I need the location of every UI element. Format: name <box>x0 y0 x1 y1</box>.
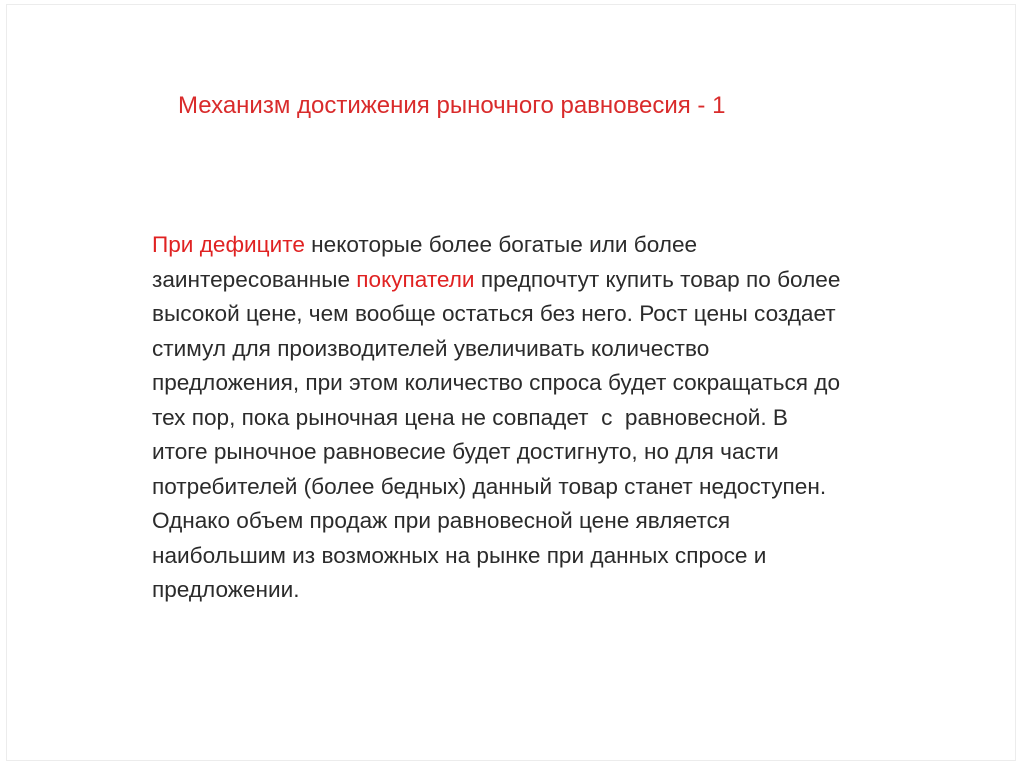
body-text-segment: предложения, при этом количество спроса будет сокращаться до <box>152 370 841 395</box>
body-line <box>152 297 952 332</box>
body-line <box>152 470 952 505</box>
body-line <box>152 539 952 574</box>
body-line <box>152 401 952 436</box>
body-line <box>152 504 952 539</box>
body-text-segment: итоге рыночное равновесие будет достигнуто, но для части <box>152 439 779 464</box>
body-text-segment: потребителей (более бедных) данный товар станет недоступен. <box>152 473 827 499</box>
body-text-segment: предложении. <box>152 577 300 602</box>
body-text-segment: стимул для производителей увеличивать количество <box>152 335 710 361</box>
body-line <box>152 263 952 298</box>
slide-title: Механизм достижения рыночного равновесия - 1 <box>178 92 726 119</box>
body-text-segment: Однако объем продаж при равновесной цене является <box>152 508 731 533</box>
body-text-segment: высокой цене, чем вообще остаться без него. Рост цены создает <box>152 301 836 326</box>
body-text-segment: некоторые более богатые или более <box>304 232 698 257</box>
highlighted-term: покупатели <box>356 266 475 292</box>
slide-body-text <box>152 228 952 608</box>
highlighted-term: При дефиците <box>152 232 305 257</box>
body-text-segment: заинтересованные <box>152 266 357 292</box>
body-text-segment: предпочтут купить товар по более <box>474 266 841 292</box>
body-text-segment: наибольшим из возможных на рынке при данных спросе и <box>152 542 767 568</box>
body-line <box>152 573 952 608</box>
body-line <box>152 435 952 470</box>
body-line <box>152 228 952 263</box>
body-line <box>152 366 952 401</box>
body-text-segment: тех пор, пока рыночная цена не совпадет с равновесной. В <box>152 404 789 430</box>
body-line <box>152 332 952 367</box>
